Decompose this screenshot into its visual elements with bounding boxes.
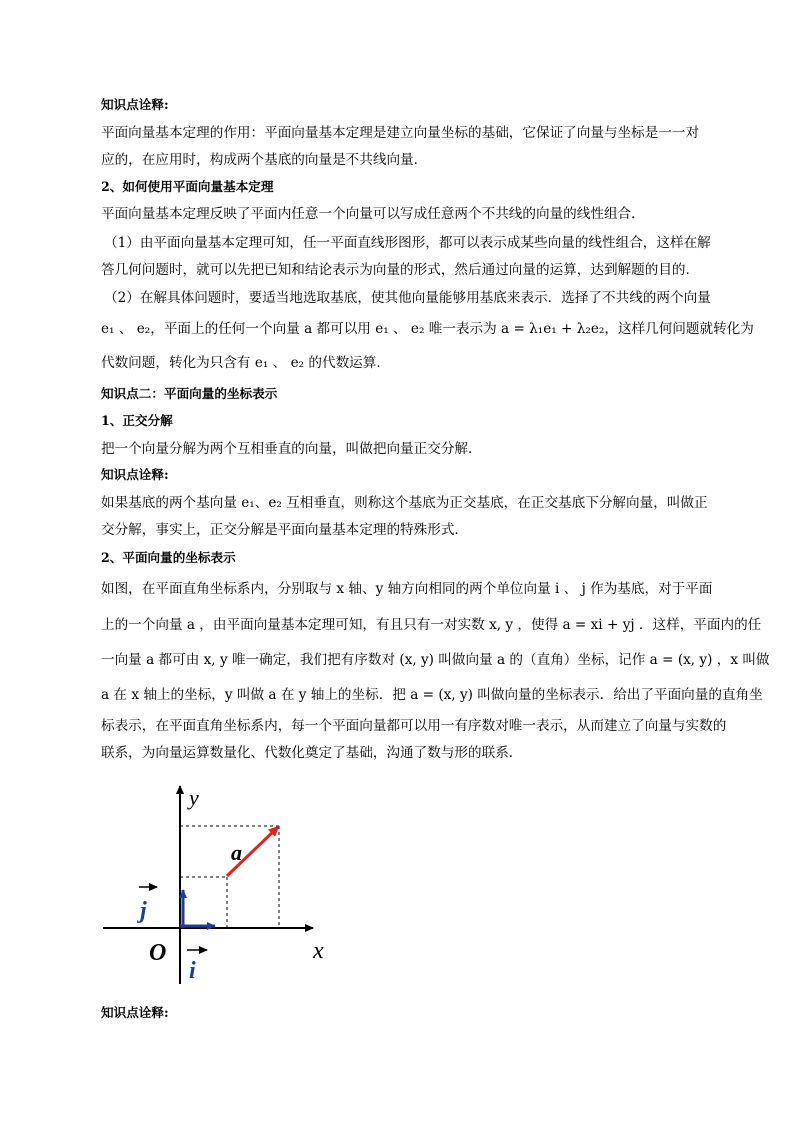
formula-line: e₁ 、 e₂，平面上的任何一个向量 a 都可以用 e₁ 、 e₂ 唯一表示为 a = λ₁e₁ + λ₂e₂，这样几何问题就转化为 [101,321,754,337]
note-heading-1: 知识点诠释: [101,97,169,112]
label-x: x [313,938,324,964]
paragraph-line: 一向量 a 都可由 x, y 唯一确定，我们把有序数对 (x, y) 叫做向量 a 的（直角）坐标，记作 a = (x, y) ，x 叫做 [101,652,770,668]
paragraph-line: 联系，为向量运算数量化、代数化奠定了基础，沟通了数与形的联系． [101,745,523,761]
label-y: y [189,785,199,810]
paragraph-line: （1）由平面向量基本定理可知，任一平面直线形图形，都可以表示成某些向量的线性组合，这样在解 [104,235,711,251]
section-heading-coordinates: 知识点二：平面向量的坐标表示 [101,386,278,401]
label-j: j [140,898,147,924]
label-i: i [189,958,196,984]
paragraph-line: a 在 x 轴上的坐标，y 叫做 a 在 y 轴上的坐标．把 a = (x, y) 叫做向量的坐标表示．给出了平面向量的直角坐 [101,687,763,703]
paragraph-line: 代数问题，转化为只含有 e₁ 、 e₂ 的代数运算． [101,355,390,371]
subsection-heading-coordinate-rep: 2、平面向量的坐标表示 [101,550,236,565]
subsection-heading-orthogonal: 1、正交分解 [101,413,173,428]
paragraph-line: 如果基底的两个基向量 e₁、e₂ 互相垂直，则称这个基底为正交基底，在正交基底下分解向量，叫做正 [101,495,708,511]
paragraph-line: 应的，在应用时，构成两个基底的向量是不共线向量． [101,152,428,168]
paragraph-line: 上的一个向量 a ，由平面向量基本定理可知，有且只有一对实数 x, y ，使得 a = xi + yj ．这样，平面内的任 [101,617,762,633]
paragraph-line: 如图，在平面直角坐标系内，分别取与 x 轴、y 轴方向相同的两个单位向量 i 、 j 作为基底，对于平面 [101,581,713,597]
section-heading-usage: 2、如何使用平面向量基本定理 [101,179,274,194]
label-a: a [231,840,242,865]
paragraph-line: 标表示，在平面直角坐标系内，每一个平面向量都可以用一有序数对唯一表示，从而建立了向量与实数的 [101,718,727,734]
note-heading-2: 知识点诠释: [101,467,169,482]
paragraph-line: 把一个向量分解为两个互相垂直的向量，叫做把向量正交分解． [101,441,482,457]
paragraph-line: 平面向量基本定理反映了平面内任意一个向量可以写成任意两个不共线的向量的线性组合． [101,206,645,222]
coordinate-figure [103,770,345,990]
note-heading-3: 知识点诠释: [101,1005,169,1020]
label-origin: O [149,940,167,966]
paragraph-line: 平面向量基本定理的作用：平面向量基本定理是建立向量坐标的基础，它保证了向量与坐标是一一对 [101,125,700,141]
paragraph-line: 答几何问题时，就可以先把已知和结论表示为向量的形式，然后通过向量的运算，达到解题的目的． [101,262,700,278]
paragraph-line: （2）在解具体问题时，要适当地选取基底，使其他向量能够用基底来表示．选择了不共线的两个向量 [104,290,711,306]
paragraph-line: 交分解，事实上，正交分解是平面向量基本定理的特殊形式． [101,522,469,538]
